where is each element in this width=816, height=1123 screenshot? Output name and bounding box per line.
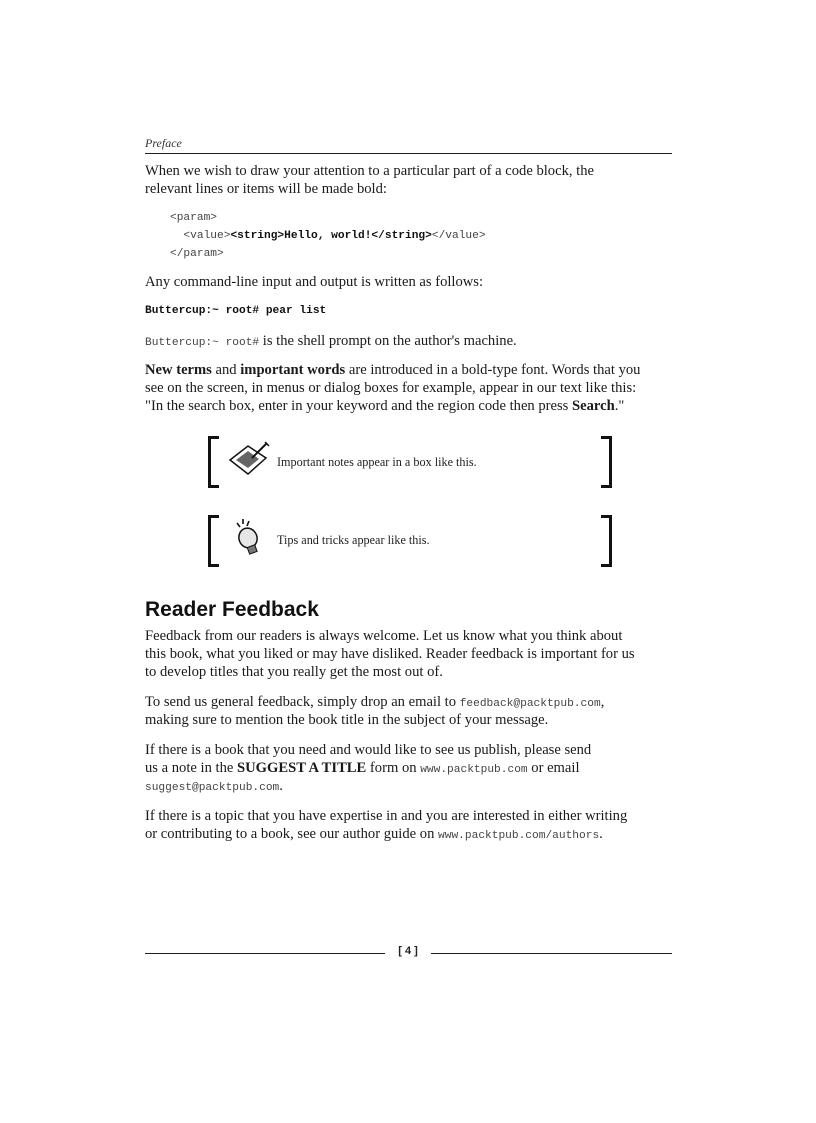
feedback-p1-line-1: Feedback from our readers is always welcome. Let us know what you think about — [145, 628, 623, 644]
feedback-p2-pre: To send us general feedback, simply drop an email to — [145, 694, 460, 710]
code-line-3: </param> — [170, 248, 224, 260]
cli-prompt-text: is the shell prompt on the author's machine. — [259, 333, 517, 349]
suggest-a-title-bold: SUGGEST A TITLE — [237, 760, 367, 776]
code-line-1: <param> — [170, 212, 217, 224]
feedback-p1-line-2: this book, what you liked or may have disliked. Reader feedback is important for us — [145, 646, 635, 662]
feedback-p4-pre: or contributing to a book, see our author guide on — [145, 826, 439, 842]
feedback-p3-end: . — [279, 778, 283, 794]
conventions-and: and — [211, 362, 241, 378]
intro-line-2: relevant lines or items will be made bold: — [145, 181, 387, 197]
cli-command: Buttercup:~ root# pear list — [145, 305, 327, 317]
code-line-2-bold: <string>Hello, world!</string> — [230, 230, 432, 242]
left-bracket — [208, 436, 219, 488]
feedback-p3-mid: form on — [366, 760, 421, 776]
feedback-p4-end: . — [599, 826, 603, 842]
lightbulb-icon — [228, 517, 264, 557]
conventions-line-3 — [145, 398, 624, 416]
conventions-line-3-pre: "In the search box, enter in your keyword and the region code then press — [145, 398, 573, 414]
feedback-p3-line-1: If there is a book that you need and would like to see us publish, please send — [145, 742, 592, 758]
left-bracket — [208, 515, 219, 567]
feedback-p2-line-2: making sure to mention the book title in the subject of your message. — [145, 712, 549, 728]
conventions-line-3-post: ." — [614, 398, 625, 414]
right-bracket — [601, 436, 612, 488]
feedback-p1-line-3: to develop titles that you really get the most out of. — [145, 664, 443, 680]
feedback-p4-line-1: If there is a topic that you have expertise in and you are interested in either writing — [145, 808, 628, 824]
code-line-2-post: </value> — [431, 230, 486, 242]
section-heading: Reader Feedback — [145, 598, 319, 621]
tip-box — [208, 515, 612, 565]
suggest-email-link[interactable]: suggest@packtpub.com — [145, 782, 280, 794]
cli-intro: Any command-line input and output is written as follows: — [145, 274, 484, 290]
feedback-p3-post: or email — [527, 760, 580, 776]
intro-line-1: When we wish to draw your attention to a particular part of a code block, the — [145, 163, 595, 179]
running-title: Preface — [145, 136, 182, 150]
conventions-line-1 — [145, 362, 640, 380]
cli-prompt-code: Buttercup:~ root# — [145, 337, 260, 349]
cli-prompt-line — [145, 333, 517, 353]
feedback-p4-line-2 — [145, 826, 603, 846]
authors-guide-link[interactable]: www.packtpub.com/authors — [438, 830, 600, 842]
feedback-p3-pre: us a note in the — [145, 760, 238, 776]
feedback-p2-post: , — [600, 694, 605, 710]
footer-rule-right — [431, 953, 672, 954]
note-text: Important notes appear in a box like this. — [277, 455, 477, 469]
feedback-p3-line-2 — [145, 760, 580, 780]
feedback-p3-line-3 — [145, 778, 283, 798]
page-number: [ 4 ] — [398, 945, 418, 957]
footer-rule-left — [145, 953, 385, 954]
new-terms: New terms — [145, 362, 212, 378]
right-bracket — [601, 515, 612, 567]
code-line-2 — [170, 228, 486, 246]
note-box — [208, 436, 612, 486]
feedback-email-link[interactable]: feedback@packtpub.com — [459, 698, 601, 710]
conventions-line-2: see on the screen, in menus or dialog boxes for example, appear in our text like this: — [145, 380, 637, 396]
running-header — [145, 134, 672, 154]
note-icon — [226, 440, 270, 476]
conventions-line-1-rest: are introduced in a bold-type font. Words that you — [345, 362, 641, 378]
conventions-search-bold: Search — [572, 398, 615, 414]
code-line-2-pre: <value> — [170, 230, 231, 242]
feedback-p2-line-1 — [145, 694, 604, 714]
packtpub-link[interactable]: www.packtpub.com — [420, 764, 528, 776]
important-words: important words — [240, 362, 346, 378]
tip-text: Tips and tricks appear like this. — [277, 533, 430, 547]
